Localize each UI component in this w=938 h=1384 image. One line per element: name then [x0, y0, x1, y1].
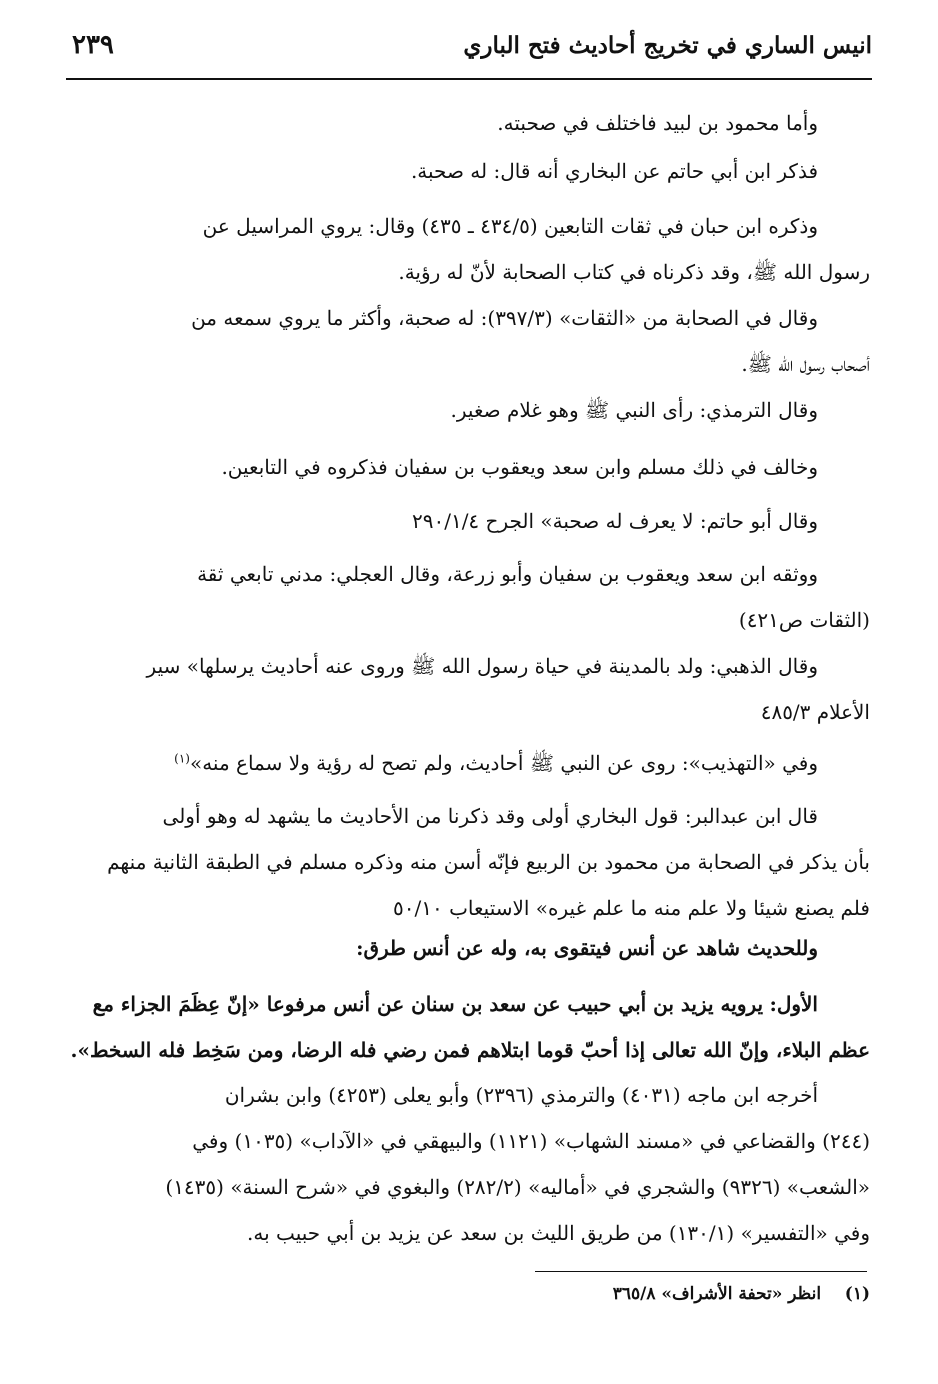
footnote-marker: (١) [844, 1284, 870, 1304]
text-line: وقال الترمذي: رأى النبي ﷺ وهو غلام صغير. [450, 398, 818, 422]
paragraph [68, 793, 870, 931]
text-run: يرويه يزيد بن أبي حبيب عن سعد بن سنان عن أنس مرفوعا «إنّ عِظَمَ الجزاء مع [92, 992, 764, 1016]
text-line: وقال في الصحابة من «الثقات» (٣٩٧/٣): له صحبة، وأكثر ما يروي سمعه من [191, 306, 818, 330]
text-line: قال ابن عبدالبر: قول البخاري أولى وقد ذكرنا من الأحاديث ما يشهد له وهو أولى [162, 804, 818, 828]
text-line: فلم يصنع شيئا ولا علم منه ما علم غيره» الاستيعاب ٥٠/١٠ [393, 896, 870, 920]
text-line: أخرجه ابن ماجه (٤٠٣١) والترمذي (٢٣٩٦) وأبو يعلى (٤٢٥٣) وابن بشران [224, 1083, 818, 1107]
text-line: الأعلام ٤٨٥/٣ [760, 700, 870, 724]
paragraph [68, 444, 870, 490]
paragraph [68, 203, 870, 295]
footnote-text: انظر «تحفة الأشراف» ٣٦٥/٨ [612, 1284, 822, 1304]
text-line [68, 740, 818, 786]
text-line: وخالف في ذلك مسلم وابن سعد ويعقوب بن سفيان فذكروه في التابعين. [221, 455, 818, 479]
text-line: وقال الذهبي: ولد بالمدينة في حياة رسول الله ﷺ وروى عنه أحاديث يرسلها» سير [146, 654, 818, 678]
text-line: «الشعب» (٩٣٢٦) والشجري في «أماليه» (٢٨٢/٢) والبغوي في «شرح السنة» (١٤٣٥) [165, 1175, 870, 1199]
text-line: وأما محمود بن لبيد فاختلف في صحبته. [497, 111, 818, 135]
text-line: (٢٤٤) والقضاعي في «مسند الشهاب» (١١٢١) والبيهقي في «الآداب» (١٠٣٥) وفي [192, 1129, 870, 1153]
paragraph [68, 1072, 870, 1256]
paragraph [68, 643, 870, 735]
footnote [613, 1284, 870, 1304]
text-line: وقال أبو حاتم: لا يعرف له صحبة» الجرح ٢٩٠/١/٤ [411, 509, 818, 533]
paragraph [68, 387, 870, 433]
paragraph [68, 981, 870, 1073]
text-line: أصحاب رسول الله ﷺ. [741, 352, 870, 376]
text-line: ووثقه ابن سعد ويعقوب بن سفيان وأبو زرعة، وقال العجلي: مدني تابعي ثقة [197, 562, 818, 586]
paragraph [68, 498, 870, 544]
text-line: عظم البلاء، وإنّ الله تعالى إذا أحبّ قوما ابتلاهم فمن رضي فله الرضا، ومن سَخِط فله السخط». [70, 1038, 870, 1062]
page-header [66, 28, 872, 80]
paragraph [68, 100, 870, 146]
paragraph [68, 740, 870, 786]
footnote-separator [535, 1271, 867, 1272]
text-line: وللحديث شاهد عن أنس فيتقوى به، وله عن أنس طرق: [356, 936, 818, 960]
text-line: بأن يذكر في الصحابة من محمود بن الربيع فإنّه أسن منه وذكره مسلم في الطبقة الثانية منهم [107, 850, 870, 874]
paragraph [68, 148, 870, 194]
text-line [68, 981, 870, 1027]
paragraph [68, 551, 870, 643]
text-run: وفي «التهذيب»: روى عن النبي ﷺ أحاديث، ولم تصح له رؤية ولا سماع منه» [189, 751, 818, 775]
footnote-reference[interactable]: (١) [174, 751, 190, 766]
running-title: انيس الساري في تخريج أحاديث فتح الباري [463, 32, 872, 59]
text-line: وذكره ابن حبان في ثقات التابعين (٤٣٤/٥ ـ ٤٣٥) وقال: يروي المراسيل عن [202, 214, 818, 238]
text-line: فذكر ابن أبي حاتم عن البخاري أنه قال: له صحبة. [410, 159, 818, 183]
text-line: (الثقات ص٤٢١) [738, 608, 870, 632]
text-line: وفي «التفسير» (١٣٠/١) من طريق الليث بن سعد عن يزيد بن أبي حبيب به. [247, 1221, 870, 1245]
section-lead: الأول: [769, 992, 818, 1016]
paragraph [68, 925, 870, 971]
text-line: رسول الله ﷺ، وقد ذكرناه في كتاب الصحابة لأنّ له رؤية. [398, 260, 870, 284]
page-number: ٢٣٩ [72, 30, 114, 60]
paragraph [68, 295, 870, 387]
